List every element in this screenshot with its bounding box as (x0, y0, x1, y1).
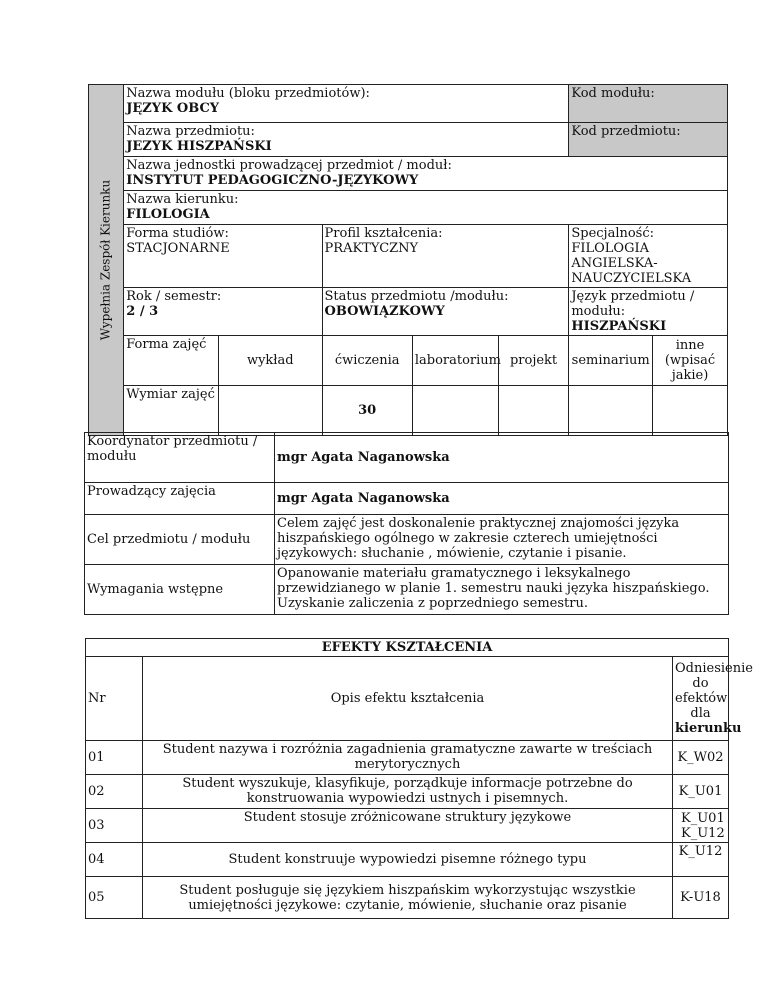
requirements-label: Wymagania wstępne (85, 565, 275, 615)
col-desc-header: Opis efektu kształcenia (143, 657, 673, 741)
profile-cell (322, 225, 569, 288)
effect-nr: 03 (86, 809, 143, 843)
effect-desc: Student posługuje się językiem hiszpańskim wykorzystując wszystkie umiejętności językowe: czytanie, mówienie, słuchanie oraz pisanie (143, 877, 673, 919)
table-row (86, 809, 729, 843)
hours-project (498, 386, 569, 436)
field-label: Nazwa kierunku: (126, 192, 239, 207)
hours-laboratory (412, 386, 498, 436)
form-exercises: ćwiczenia (322, 336, 412, 386)
hours-label: Wymiar zajęć (126, 387, 215, 402)
form-label-cell (124, 336, 219, 386)
coordinator-table (84, 432, 729, 615)
teacher-label: Prowadzący zajęcia (85, 483, 275, 515)
profile-label: Profil kształcenia: (324, 226, 443, 241)
status-value: OBOWIĄZKOWY (324, 304, 445, 319)
table-row (86, 741, 729, 775)
form-other: inne (wpisać jakie) (653, 336, 728, 386)
module-name-value: JĘZYK OBCY (126, 101, 220, 116)
form-project: projekt (498, 336, 569, 386)
subject-code-cell (569, 123, 728, 157)
language-value: HISZPAŃSKI (571, 319, 667, 334)
side-label: Wypełnia Zespół Kierunku (98, 179, 113, 341)
effect-ref: K_U01 (673, 775, 729, 809)
specialty-value: FILOLOGIA ANGIELSKA-NAUCZYCIELSKA (571, 241, 692, 286)
effect-ref: K_U12 (673, 843, 729, 877)
field-cell (124, 191, 728, 225)
subject-name-cell (124, 123, 569, 157)
col-ref-bold: kierunku (675, 721, 742, 736)
hours-lecture (218, 386, 322, 436)
module-code-cell (569, 85, 728, 123)
subject-name-label: Nazwa przedmiotu: (126, 124, 255, 139)
coordinator-label: Koordynator przedmiotu / modułu (85, 433, 275, 483)
specialty-cell (569, 225, 728, 288)
col-ref-header (673, 657, 753, 741)
form-seminar: seminarium (569, 336, 653, 386)
col-ref-text: Odniesienie do efektów dla (675, 661, 753, 721)
study-form-cell (124, 225, 322, 288)
study-form-label: Forma studiów: (126, 226, 229, 241)
effect-nr: 04 (86, 843, 143, 877)
effect-desc: Student nazywa i rozróżnia zagadnienia gramatyczne zawarte w treściach merytorycznych (143, 741, 673, 775)
form-lecture: wykład (218, 336, 322, 386)
effect-ref: K-U18 (673, 877, 729, 919)
subject-name-value: JEZYK HISZPAŃSKI (126, 139, 272, 154)
coordinator-value: mgr Agata Naganowska (275, 433, 729, 483)
hours-seminar (569, 386, 653, 436)
effect-desc: Student konstruuje wypowiedzi pisemne różnego typu (143, 843, 673, 877)
hours-label-cell (124, 386, 219, 436)
status-cell (322, 288, 569, 336)
year-label: Rok / semestr: (126, 289, 222, 304)
effect-nr: 05 (86, 877, 143, 919)
effect-nr: 02 (86, 775, 143, 809)
requirements-value: Opanowanie materiału gramatycznego i leksykalnego przewidzianego w planie 1. semestru nauki języka hiszpańskiego. Uzyskanie zaliczenia z poprzedniego semestru. (275, 565, 729, 615)
unit-label: Nazwa jednostki prowadzącej przedmiot / moduł: (126, 158, 452, 173)
year-value: 2 / 3 (126, 304, 159, 319)
study-form-value: STACJONARNE (126, 241, 230, 256)
module-code-label: Kod modułu: (571, 86, 655, 101)
table-row (86, 775, 729, 809)
module-name-cell (124, 85, 569, 123)
table-row (86, 843, 729, 877)
unit-value: INSTYTUT PEDAGOGICZNO-JĘZYKOWY (126, 173, 419, 188)
effect-nr: 01 (86, 741, 143, 775)
effects-table (85, 638, 753, 919)
module-info-table (88, 84, 728, 436)
hours-exercises: 30 (322, 386, 412, 436)
profile-value: PRAKTYCZNY (324, 241, 419, 256)
hours-other (653, 386, 728, 436)
form-label: Forma zajęć (126, 337, 207, 352)
goal-label: Cel przedmiotu / modułu (85, 515, 275, 565)
field-value: FILOLOGIA (126, 207, 210, 222)
effect-ref: K_U01 K_U12 (673, 809, 729, 843)
col-nr-header: Nr (86, 657, 143, 741)
table-row (86, 877, 729, 919)
specialty-label: Specjalność: (571, 226, 655, 241)
effect-desc: Student wyszukuje, klasyfikuje, porządkuje informacje potrzebne do konstruowania wypowiedzi ustnych i pisemnych. (143, 775, 673, 809)
year-cell (124, 288, 322, 336)
unit-cell (124, 157, 728, 191)
side-label-cell (89, 85, 124, 436)
status-label: Status przedmiotu /modułu: (324, 289, 509, 304)
subject-code-label: Kod przedmiotu: (571, 124, 681, 139)
module-name-label: Nazwa modułu (bloku przedmiotów): (126, 86, 370, 101)
effects-title: EFEKTY KSZTAŁCENIA (86, 639, 729, 657)
effect-desc: Student stosuje zróżnicowane struktury językowe (143, 809, 673, 843)
form-laboratory: laboratorium (412, 336, 498, 386)
language-cell (569, 288, 728, 336)
language-label: Język przedmiotu / modułu: (571, 289, 695, 319)
goal-value: Celem zajęć jest doskonalenie praktycznej znajomości języka hiszpańskiego ogólnego w zakresie czterech umiejętności językowych: słuchanie , mówienie, czytanie i pisanie. (275, 515, 729, 565)
effect-ref: K_W02 (673, 741, 729, 775)
teacher-value: mgr Agata Naganowska (275, 483, 729, 515)
